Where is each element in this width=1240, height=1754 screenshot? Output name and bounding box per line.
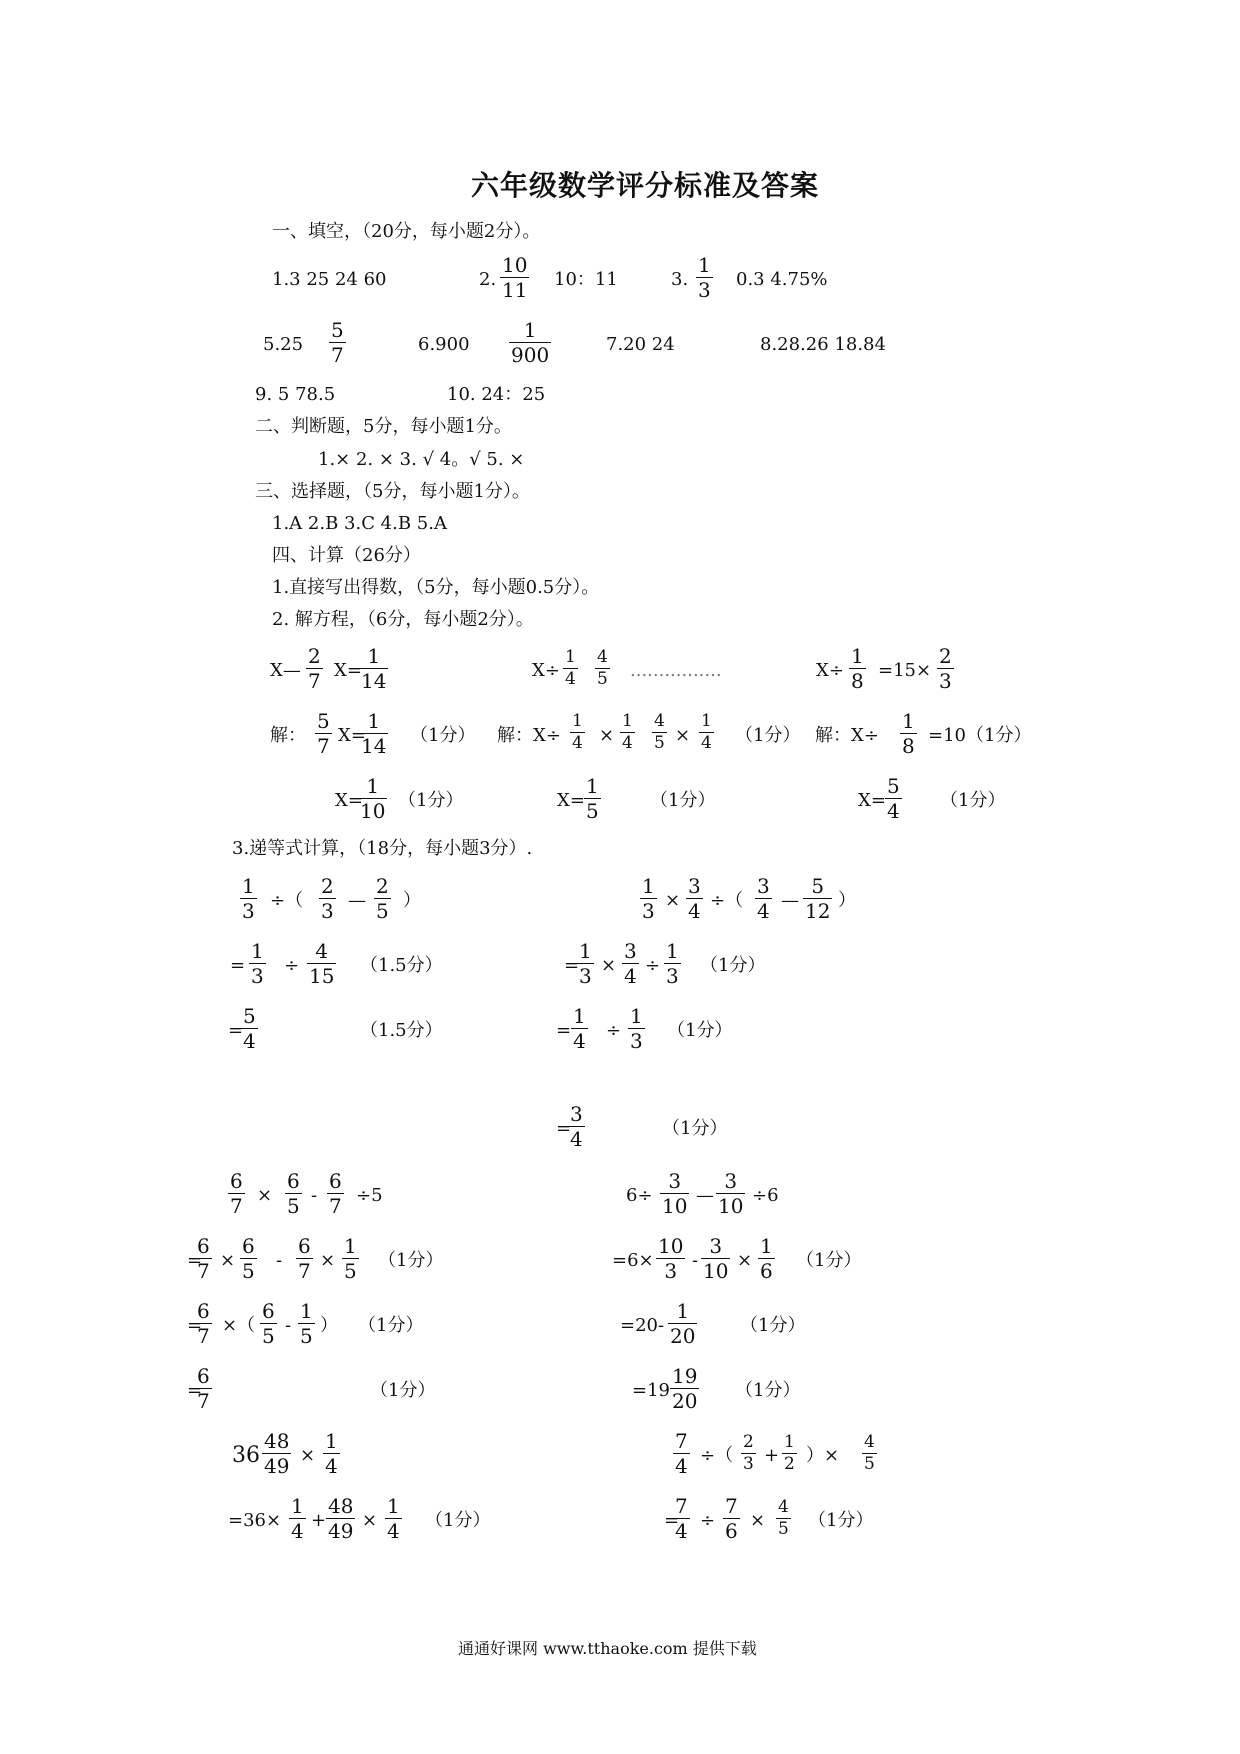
- fraction: 3 10: [718, 1169, 744, 1218]
- fraction: 3 10: [703, 1234, 729, 1283]
- operator: ）: [403, 890, 421, 911]
- fraction: 6 7: [197, 1234, 210, 1283]
- operator: 36: [232, 1443, 260, 1468]
- answer-2-ratio: 10：11: [554, 269, 618, 290]
- fraction: 1 3: [666, 939, 679, 988]
- operator: =: [230, 955, 246, 976]
- score: （1分）: [735, 1380, 801, 1401]
- fraction: 1 4: [572, 711, 583, 753]
- operator: —: [696, 1185, 714, 1206]
- fraction: 48 49: [328, 1494, 354, 1543]
- operator: ×: [300, 1445, 316, 1466]
- fraction: 1 6: [760, 1234, 773, 1283]
- fraction: 1 4: [701, 711, 712, 753]
- fraction: 1 4: [291, 1494, 304, 1543]
- operator: ÷: [645, 955, 661, 976]
- score: （1分）: [398, 790, 464, 811]
- fraction: 4 15: [309, 939, 335, 988]
- section-2-heading: 二、判断题，5分，每小题1分。: [255, 416, 512, 437]
- fraction: 5 7: [317, 709, 330, 758]
- fraction: 1 10: [360, 774, 386, 823]
- fraction: 1 20: [670, 1299, 696, 1348]
- operator: =: [556, 1020, 572, 1041]
- equation-text: =15×: [878, 660, 932, 681]
- equation-text: X÷: [816, 660, 844, 681]
- operator: =: [564, 955, 580, 976]
- fraction: 7 6: [725, 1494, 738, 1543]
- fraction: 5 4: [243, 1004, 256, 1053]
- score: （1分）: [410, 725, 476, 746]
- fraction: 7 4: [675, 1429, 688, 1478]
- operator: =: [556, 1118, 572, 1139]
- equation-text: =10（1分）: [928, 725, 1032, 746]
- fraction: 3 10: [662, 1169, 688, 1218]
- operator: ×（: [222, 1315, 256, 1336]
- operator: =: [187, 1380, 203, 1401]
- fraction: 3 4: [688, 874, 701, 923]
- operator: =: [187, 1250, 203, 1271]
- fraction: 6 5: [287, 1169, 300, 1218]
- score: （1分）: [358, 1315, 424, 1336]
- fraction: 6 5: [242, 1234, 255, 1283]
- equation-text: X—: [270, 660, 301, 681]
- fraction: 1 3: [630, 1004, 643, 1053]
- operator: ×: [601, 955, 617, 976]
- fraction: 1 5: [344, 1234, 357, 1283]
- score: （1分）: [735, 725, 801, 746]
- fraction: 4 5: [864, 1432, 875, 1474]
- answer-5-label: 5.25: [263, 334, 304, 355]
- equation-text: X=: [858, 790, 886, 811]
- operator: —: [348, 890, 366, 911]
- equation-text: X=: [557, 790, 585, 811]
- fraction: 5 7: [331, 318, 344, 367]
- operator: =20-: [620, 1315, 665, 1336]
- fraction: 4 5: [778, 1497, 789, 1539]
- operator: ×: [362, 1510, 378, 1531]
- fraction: 1 900: [511, 318, 550, 367]
- equation-text: 解：X÷: [497, 725, 561, 746]
- fraction: 2 3: [939, 644, 952, 693]
- operator: =19: [632, 1380, 670, 1401]
- operator: ）: [320, 1315, 338, 1336]
- answer-10: 10. 24：25: [447, 384, 546, 405]
- score: （1分）: [370, 1380, 436, 1401]
- fraction: 1 5: [586, 774, 599, 823]
- operator: ）×: [806, 1445, 840, 1466]
- section-4-heading: 四、计算（26分）: [272, 545, 421, 566]
- fraction: 7 4: [675, 1494, 688, 1543]
- fraction: 10 3: [658, 1234, 684, 1283]
- fraction: 1 3: [251, 939, 264, 988]
- fraction: 6 7: [298, 1234, 311, 1283]
- operator: -: [692, 1250, 699, 1271]
- fraction: 19 20: [672, 1364, 698, 1413]
- answer-6-label: 6.900: [418, 334, 470, 355]
- footer-credit: 通通好课网 www.tthaoke.com 提供下载: [458, 1639, 757, 1658]
- operator: =36×: [228, 1510, 282, 1531]
- operator: ×: [320, 1250, 336, 1271]
- score: （1分）: [378, 1250, 444, 1271]
- answer-7: 7.20 24: [606, 334, 675, 355]
- operator: ×: [737, 1250, 753, 1271]
- section-1-heading: 一、填空，（20分，每小题2分）。: [272, 221, 541, 242]
- equation-text: 解：X÷: [815, 725, 879, 746]
- fraction: 4 5: [597, 647, 608, 689]
- fraction: 1 8: [851, 644, 864, 693]
- fraction: 2 5: [376, 874, 389, 923]
- fraction: 1 4: [387, 1494, 400, 1543]
- operator: ÷（: [700, 1445, 734, 1466]
- operator: ÷6: [752, 1185, 779, 1206]
- section-2-answers: 1.× 2. × 3. √ 4。√ 5. ×: [318, 449, 525, 470]
- fraction: 3 4: [757, 874, 770, 923]
- operator: -: [311, 1185, 318, 1206]
- equation-text: X=: [335, 790, 363, 811]
- equation-text: X÷: [532, 660, 560, 681]
- fraction: 1 3: [579, 939, 592, 988]
- section-3-answers: 1.A 2.B 3.C 4.B 5.A: [272, 513, 447, 534]
- operator: 6÷: [626, 1185, 653, 1206]
- operator: ×: [220, 1250, 236, 1271]
- fraction: 3 4: [570, 1102, 583, 1151]
- score: （1分）: [425, 1510, 491, 1531]
- answer-2-label: 2.: [479, 269, 497, 290]
- fraction: 1 3: [698, 253, 711, 302]
- fraction: 1 3: [242, 874, 255, 923]
- equation-text: ×: [675, 725, 691, 746]
- score: （1.5分）: [360, 1020, 443, 1041]
- fraction: 48 49: [264, 1429, 290, 1478]
- operator: +: [311, 1510, 327, 1531]
- score: （1分）: [740, 1315, 806, 1336]
- fraction: 1 3: [642, 874, 655, 923]
- fraction: 6 7: [197, 1364, 210, 1413]
- fraction: 1 14: [361, 709, 387, 758]
- equation-text: 解：: [270, 725, 306, 746]
- answer-1: 1.3 25 24 60: [272, 269, 387, 290]
- fraction: 10 11: [502, 253, 528, 302]
- score: （1分）: [796, 1250, 862, 1271]
- answer-8: 8.28.26 18.84: [760, 334, 886, 355]
- fraction: 3 4: [624, 939, 637, 988]
- fraction: 1 4: [565, 647, 576, 689]
- operator: ）: [838, 890, 856, 911]
- operator: ÷: [606, 1020, 622, 1041]
- score: （1分）: [808, 1510, 874, 1531]
- operator: ÷（: [270, 890, 304, 911]
- part-3-heading: 3.递等式计算，（18分，每小题3分）.: [232, 838, 533, 859]
- fraction: 1 4: [622, 711, 633, 753]
- operator: ÷（: [710, 890, 744, 911]
- operator: =: [228, 1020, 244, 1041]
- operator: ÷5: [356, 1185, 383, 1206]
- page-title: 六年级数学评分标准及答案: [471, 169, 820, 202]
- fraction: 1 5: [300, 1299, 313, 1348]
- fraction: 6 5: [262, 1299, 275, 1348]
- score: （1分）: [700, 955, 766, 976]
- fraction: 5 4: [887, 774, 900, 823]
- fraction: 6 7: [329, 1169, 342, 1218]
- answer-9: 9. 5 78.5: [255, 384, 336, 405]
- fraction: 1 2: [784, 1432, 795, 1474]
- equation-text: X=: [338, 725, 366, 746]
- operator: -: [276, 1250, 283, 1271]
- score: （1分）: [650, 790, 716, 811]
- fraction: 5 12: [805, 874, 831, 923]
- operator: ×: [257, 1185, 273, 1206]
- dotted-leader: ................: [630, 660, 722, 681]
- fraction: 1 4: [573, 1004, 586, 1053]
- section-3-heading: 三、选择题，（5分，每小题1分）。: [255, 481, 530, 502]
- operator: -: [285, 1315, 292, 1336]
- operator: ÷: [700, 1510, 716, 1531]
- fraction: 6 7: [197, 1299, 210, 1348]
- operator: —: [781, 890, 799, 911]
- part-1-heading: 1.直接写出得数，（5分，每小题0.5分）。: [272, 577, 600, 598]
- fraction: 6 7: [230, 1169, 243, 1218]
- fraction: 2 3: [321, 874, 334, 923]
- fraction: 2 7: [308, 644, 321, 693]
- operator: =: [664, 1510, 680, 1531]
- score: （1分）: [940, 790, 1006, 811]
- score: （1分）: [662, 1118, 728, 1139]
- part-2-heading: 2. 解方程，（6分，每小题2分）。: [272, 609, 534, 630]
- score: （1分）: [667, 1020, 733, 1041]
- operator: +: [764, 1445, 780, 1466]
- fraction: 4 5: [654, 711, 665, 753]
- answer-3-label: 3.: [671, 269, 689, 290]
- answer-3-4: 0.3 4.75%: [736, 269, 828, 290]
- operator: =: [187, 1315, 203, 1336]
- equation-text: X=: [334, 660, 362, 681]
- fraction: 1 14: [361, 644, 387, 693]
- fraction: 1 4: [325, 1429, 338, 1478]
- operator: ×: [750, 1510, 766, 1531]
- fraction: 2 3: [743, 1432, 754, 1474]
- operator: =6×: [612, 1250, 654, 1271]
- fraction: 1 8: [902, 709, 915, 758]
- operator: ×: [665, 890, 681, 911]
- score: （1.5分）: [360, 955, 443, 976]
- operator: ÷: [284, 955, 300, 976]
- equation-text: ×: [599, 725, 615, 746]
